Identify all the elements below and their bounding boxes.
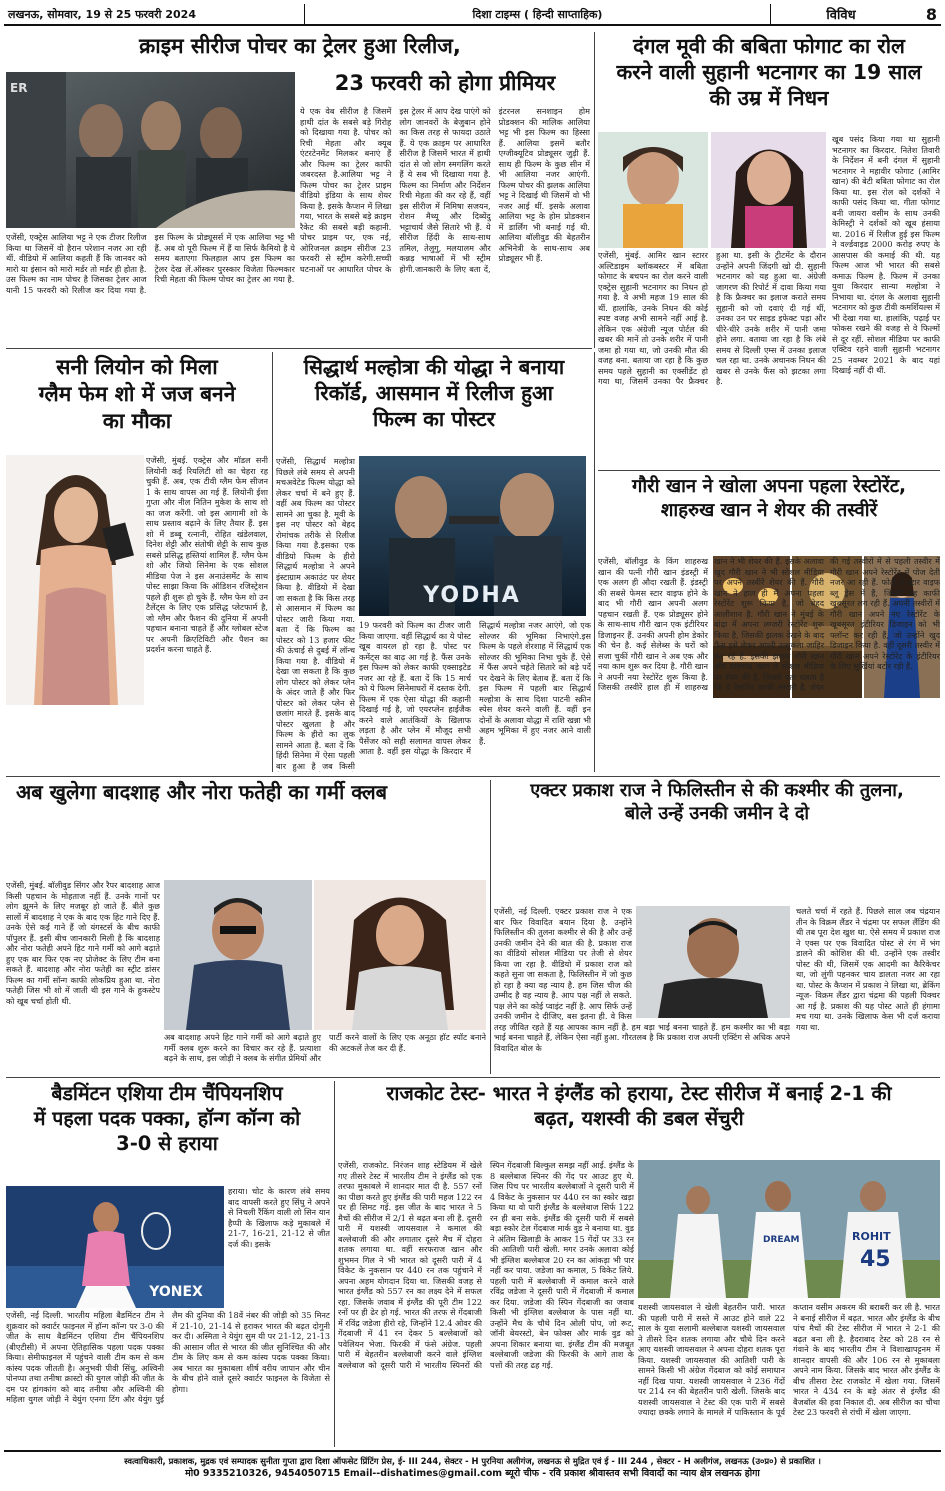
newspaper-name: दिशा टाइम्स ( हिन्दी साप्ताहिक)	[304, 4, 771, 24]
story7-headline-line2: बोले उन्हें उनकी जमीन दे दो	[624, 803, 810, 825]
badshah-photo	[164, 880, 312, 1030]
imprint-footer	[4, 1450, 941, 1487]
masthead	[4, 4, 941, 26]
suhani-child-photo	[598, 132, 708, 248]
yodha-poster-photo	[359, 456, 586, 616]
story4-headline	[276, 354, 592, 433]
imprint-line-1: स्वत्वाधिकारी, प्रकाशक, मुद्रक एवं सम्पादक सुनीता गुप्ता द्वारा दिशा ऑफसेट प्रिंटिंग प्रेस, ई- III 244, सेक्टर - H पुरनिया अलीगंज, लखनऊ से मुद्रित एवं ई - III 244 , सेक्टर - H अलीगंज, लखनऊ (उ०प्र०) से प्रकाशित ।	[124, 1456, 821, 1466]
story8-headline-line2: में पहला पदक पक्का, हॉन्ग कॉन्ग को	[33, 1106, 301, 1130]
story8-body-side	[228, 1186, 330, 1308]
story1-body-right	[300, 106, 590, 344]
story2-headline-line1: दंगल मूवी की बबिता फोगाट का रोल	[633, 34, 905, 58]
yonex-banner: YONEX	[149, 1284, 203, 1300]
story9-body-a	[338, 1160, 634, 1446]
suhani-adult-photo	[711, 132, 826, 248]
imprint-line-2: मो0 9335210326, 9454050715 Email--dishatimes@gmail.com ब्यूरो चीफ - रवि प्रकाश श्रीवास्तव सभी विवादों का न्याय क्षेत्र लखनऊ होगा	[185, 1468, 760, 1480]
story9-headline	[338, 1082, 940, 1132]
story5-body	[598, 556, 940, 772]
section-name: विविध	[826, 8, 856, 23]
story8-headline-line3: 3-0 से हराया	[116, 1131, 218, 1155]
story7-body-b	[796, 906, 940, 1074]
nora-fatehi-photo	[314, 880, 486, 1030]
story2-headline	[598, 33, 940, 112]
story2-headline-line3: की उम्र में निधन	[709, 86, 829, 111]
story4-text-left: एजेंसी, सिद्धार्थ मल्होत्रा पिछले लंबे समय से अपनी मचअवेटेड फिल्म योद्धा को लेकर चर्चा में बने हुए हैं. वहीं अब फिल्म का पोस्टर सामने आ चुका है. मूवी के इस नए पोस्टर को बेहद रोमांचक तरीके से रिलीज किया गया है.इसका एक वीडियो फिल्म के हीरो सिद्धार्थ मल्होत्रा ने अपने इंस्टाग्राम अकाउंट पर शेयर किया है. वीडियो में देखा जा सकता है कि किस तरह से आसमान में फिल्म का पोस्टर जारी किया गया. बता दें कि फिल्म का पोस्टर को 13 हजार फीट की ऊंचाई से दुबई में लॉन्च किया गया है. वीडियो में देखा जा सकता है कि कुछ लोग पोस्टर को लेकर प्लेन के अंदर जाते हैं और फिर पोस्टर को लेकर प्लेन से छलांग मारते हैं. इसके बाद पोस्टर खुलता है और फिल्म के हीरो का लुक सामने आता है. बता दें कि हिंदी सिनेमा में ऐसा पहली बार हुआ है जब किसी	[276, 456, 355, 771]
story4-headline-line3: फिल्म का पोस्टर	[373, 407, 495, 432]
story9-headline-line2: बढ़त, यशस्वी की डबल सेंचुरी	[534, 1106, 744, 1130]
story7-headline-line1: एक्टर प्रकाश राज ने फिलिस्तीन से की कश्मीर की तुलना,	[530, 780, 904, 801]
story3-text: एजेंसी, मुंबई. एक्ट्रेस और मॉडल सनी लियोनी कई रियलिटी शो का चेहरा रह चुकी हैं. अब, एक टीवी ग्लैम फेम सीजन 1 के साथ वापस आ गई हैं. लियोनी ईशा गुप्ता और नील नितिन मुकेश के साथ शो का जज करेंगी. जो इस आगामी शो के साथ प्रस्ताव बढ़ाने के लिए तैयार हैं. इस शो में डब्बू रत्नानी, रोहित खंडेलवाल, दिनेश शेट्टी और संतोषी शेट्टी के साथ कुछ सबसे प्रसिद्ध हस्तियां शामिल हैं. ग्लैम फेम शो और जियो सिनेमा के एक सोशल मीडिया पेज ने इस अनाउंसमेंट के साथ पोस्ट साझा किया कि ऑडिशन रजिस्ट्रेशन पहले ही शुरू हो चुके हैं. ग्लैम फेम शो उन टैलेंट्स के लिए एक प्रसिद्ध प्लेटफार्म है, जो ग्लैम और फैशन की दुनिया में अपनी पहचान बनाना चाहते हैं और ग्लोबल स्टेज पर अपनी क्रिएटिविटी और पैशन का प्रदर्शन करना चाहते हैं.	[146, 455, 268, 655]
story5-headline-line2: शाहरुख खान ने शेयर की तस्वीरें	[660, 499, 878, 521]
india-cricket-team-photo	[638, 1160, 940, 1298]
story5-headline-line1: गौरी खान ने खोला अपना पहला रेस्टोरेंट,	[631, 476, 907, 497]
story6-headline-box	[6, 780, 486, 806]
yodha-poster-title: YODHA	[423, 583, 521, 608]
story7-headline-lines	[494, 779, 940, 825]
issue-date: लखनऊ, सोमवार, 19 से 25 फरवरी 2024	[8, 7, 196, 21]
poacher-trailer-photo	[6, 72, 295, 228]
story3-body	[6, 455, 268, 770]
story1-body-left	[6, 232, 295, 344]
story6-headline-line: अब खुलेगा बादशाह और नोरा फतेही का गर्मी क्लब	[16, 780, 388, 804]
jersey-name-text: ROHIT	[852, 1230, 891, 1243]
pv-sindhu-photo	[6, 1186, 224, 1308]
story5-text: एजेंसी, बॉलीवुड के किंग शाहरुख खान की पत्नी गौरी खान इंडस्ट्री में एक अलग ही औदा रखती हैं. इंडस्ट्री की सबसे फेमस स्टार वाइफ होने के बाद भी गौरी खान अपनी अलग पहचान रखती हैं. एक प्रोड्यूसर होने के साथ-साथ गौरी खान एक इंटीरियर डिजाइनर हैं. उनकी अपनी होम डेकोर की चेन है. कई सेलेब्स के घरों को सजा चुकीं गौरी खान ने अब एक और नया काम शुरू कर दिया है. गौरी खान ने अपनी नया रेस्टोरेंट शुरू किया है. जिसकी तस्वीरें हाल ही में शाहरुख खान ने भी शेयर की हैं. इसके अलावा खुद गौरी खान ने भी सोशल मीडिया पर अपने तस्वीरें शेयर की हैं. गौरी खान ने हाल ही में अपना पहला रेस्टोरेंट शुरू किया है, जो बेहद आलीशान है. गौरी खान ने मुंबई के बांद्रा में अपना लग्जरी रेस्टोरेंट शुरू किया है, जिसकी झलक देखने के बाद फैंस इसे लेकर अपनी उत्सुकता जाहिर कर रहे हैं. इसकी झलक गौरी खान और शाहरुख खान ने सोशल मीडिया पर शेयर की हैं, जिससे पता चलता है कि ये रेस्टोरेंट काफी लग्जरी है. शेयर की गई तस्वीरों में से पहली तस्वीर में गौरी खान अपने रेस्टोरेंट में पोज देती नजर आ रही हैं. फोटो में स्टार वाइफ ब्लू ड्रेस में हैं, जिसमें वह काफी खूबसूरत लग रही हैं. अपनी तस्वीरों में गौरी खान अपने नए रेस्टोरेंट के खूबसूरत इंटीरियर डिजाइन को भी फ्लॉन्ट कर रही हैं, जो उन्होंने खुद डिजाइन किया है. वहीं दूसरी तस्वीर में गौरी खान अपने रेस्टोरेंट के इंटीरियर के लिए सुर्खियां बटोर रही हैं.	[598, 556, 940, 693]
story7-body-a	[494, 906, 790, 1074]
story2-body-a	[598, 250, 826, 465]
story6-body-b	[164, 1032, 486, 1072]
story4-headline-line1: सिद्धार्थ मल्होत्रा की योद्धा ने बनाया	[303, 355, 565, 379]
story1-headline-2	[300, 70, 590, 97]
story3-headline-line1: सनी लियोन को मिला	[56, 355, 218, 379]
story2-body-b	[832, 134, 940, 465]
story3-headline-line3: का मौका	[102, 408, 172, 433]
story8-headline-line1: बैडमिंटन एशिया टीम चैंपियनशिप	[51, 1082, 283, 1105]
story4-headline-line2: रिकॉर्ड, आसमान में रिलीज हुआ	[314, 381, 553, 406]
story1-text-right: ये एक वेब सीरीज है जिसमें हाथी दांत के सबसे बड़े गिरोह को दिखाया गया है. पोचर को रिची मेहता और क्यूब एंटरटेनमेंट मिलकर बनाएं हैं और फिल्म का ट्रेलर काफी जबरदस्त है.आलिया भट्ट ने फिल्म पोचर का ट्रेलर प्राइम वीडियो इंडिया के साथ शेयर किया है. इसके कैप्शन में लिखा गया, भारत के सबसे बड़े क्राइम रैकेट की सबसे बड़ी कहानी. पोचर प्राइम पर, एक नई, ओरिजनल क्राइम सीरीज 23 फरवरी से स्ट्रीम करेगी.सच्ची घटनाओं पर आधारित पोचर के इस ट्रेलर में आप देख पाएंगे को लोग जानवरों के बेजुबान होने का किस तरह से फायदा उठाते हैं. ये एक क्राइम पर आधारित सीरीज है जिसमें भारत में हाथी दांत से जो लोग स्मगलिंग करते हैं ये सब भी दिखाया गया है. फिल्म का निर्माण और निर्देशन रिची मेहता की कर रहे हैं, वहीं इस सीरीज में निमिषा सजयन, रोशन मैथ्यू और दिब्येंदु भट्टाचार्य जैसे सितारे भी हैं. ये सीरीज हिंदी के साथ-साथ तमिल, तेलुगु, मलयालम और कन्नड़ भाषाओं में भी स्ट्रीम होगी.जानकारी के लिए बता दें, इंटरनल सनशाइन होम प्रोडक्शन की मालिक आलिया भट्ट भी इस फिल्म का हिस्सा हैं. आलिया इसमें बतौर एग्जीक्यूटिव प्रोड्यूसर जुड़ी हैं. साथ ही फिल्म के कुछ सीन में भी आलिया नजर आएंगी. फिल्म पोचर की झलक आलिया भट्ट ने दिखाई थी जिसमें वो भी नजर आई थीं. इसके अलावा आलिया भट्ट के होम प्रोडक्शन में डार्लिंग भी बनाई गई थी. आलिया बॉलीवुड की बेहतरीन अभिनेत्री के साथ-साथ अब प्रोड्यूसर भी हैं.	[300, 106, 590, 274]
story1-headline	[10, 33, 590, 60]
story3-headline-line2: ग्लैम फेम शो में जज बनने	[38, 381, 236, 406]
story5-headline	[598, 475, 940, 522]
story7-text-b: चलते चर्चा में रहते हैं. पिछले साल जब चंद्रयान तीन के विक्रम लैंडर ने चंद्रमा पर सफल लैंडिंग की थी तब पूरा देश खुश था. ऐसे समय में प्रकाश राज ने एक्स पर एक विवादित पोस्ट से रंग में भंग डालने की कोशिश की थी. उन्होंने एक तस्वीर पोस्ट की थी, जिसमें एक आदमी का कैरिकेचर था, जो लुंगी पहनकर चाय डालता नजर आ रहा था. पोस्ट के कैप्शन में प्रकाश ने लिखा था, ब्रेकिंग न्यूज- विक्रम लैंडर द्वारा चंद्रमा की पहली पिक्चर आ गई है. प्रकाश की यह पोस्ट आते ही हंगामा मच गया था. उनके खिलाफ केस भी दर्ज कराया गया था.	[796, 906, 940, 1032]
story4-body-right	[359, 620, 591, 772]
story1-headline-line1: क्राइम सीरीज पोचर का ट्रेलर हुआ रिलीज,	[139, 34, 461, 58]
story2-text-b: खूब पसंद किया गया था सुहानी भटनागर का किरदार. नितेश तिवारी के निर्देशन में बनी दंगल में सुहानी भटनागर ने महावीर फोगाट (आमिर खान) की बेटी बबिता फोगाट का रोल किया था. इस रोल को दर्शकों ने काफी पसंद किया था. गीता फोगाट बनी जायरा वसीम के साथ उनकी केमिस्ट्री ने दर्शकों को खूब हंसाया था. 2016 में रिलीज हुई इस फिल्म ने वर्ल्डवाइड 2000 करोड़ रुपए के आसपास की कमाई की थी. यह फिल्म आज भी भारत की सबसे कमाऊ फिल्म है. फिल्म में उनका युवा किरदार सान्या मल्होत्रा ने निभाया था. दंगल के अलावा सुहानी भटनागर को कुछ टीवी कमर्शियल्स में भी देखा गया था. हालांकि, पढ़ाई पर फोकस रखने की वजह से वे फिल्मों से दूर रहीं. सोशल मीडिया पर काफी एक्टिव रहने वाली सुहानी भटनागर 25 नवम्बर 2021 के बाद यहां दिखाई नहीं दी थीं.	[832, 134, 940, 376]
jersey-sponsor-text: DREAM	[763, 1235, 800, 1245]
story1-headline-line2: 23 फरवरी को होगा प्रीमियर	[334, 71, 556, 95]
story2-headline-line2: करने वाली सुहानी भटनागर का 19 साल	[616, 60, 922, 85]
story6-text-b: अब बादशाह अपने हिट गाने गर्मी को आगे बढ़ाते हुए गर्मी क्लब शुरू करने का विचार कर रहे हैं. प्रत्याशा बढ़ने के साथ, इस जोड़ी ने क्लब के संगीत प्रेमियों और पार्टी करने वालों के लिए एक अनूठा हॉट स्पॉट बनाने की अटकलें तेज कर दी हैं.	[164, 1032, 486, 1064]
story8-headline	[6, 1082, 328, 1157]
story3-headline	[6, 354, 268, 435]
story4-text-right: 19 फरवरी को फिल्म का टीजर जारी किया जाएगा. वहीं सिद्धार्थ का ये पोस्ट खूब वायरल हो रहा है. पोस्ट पर कमेंट्स का बाढ़ आ गई है. फैंस उनके इस फिल्म को लेकर काफी एक्साइटेड नजर आ रहे हैं. बता दें कि 15 मार्च को ये फिल्म सिनेमाघरों में दस्तक देगी. फिल्म में एक ऐसा योद्धा की कहानी दिखाई गई है, जो एयरप्लेन हाईजैक करने वाले आतंकियों के खिलाफ लड़ता है और प्लेन में मौजूद सभी पैसेंजर को सही सलामत वापस लेकर आता है. वहीं इस योद्धा के किरदार में सिद्धार्थ मल्होत्रा नजर आएंगे, जो एक सोल्जर की भूमिका निभाएंगे.इस फिल्म के पहले शेरशाह में सिद्धार्थ एक सोल्जर की भूमिका निभा चुके हैं. ऐसे में फैंस अपने चहेते सितारे को बड़े पर्दे पर देखने के लिए बेताब हैं. बता दें कि इस फिल्म में पहली बार सिद्धार्थ मल्होत्रा के साथ दिशा पाटनी स्क्रीन स्पेस शेयर करने वाली हैं. वहीं इन दोनों के अलावा योद्धा में राशि खन्ना भी अहम भूमिका में हुए नजर आने वाली हैं.	[359, 620, 591, 757]
story9-text-a: एजेंसी, राजकोट. निरंजन शाह स्टेडियम में खेले गए तीसरे टेस्ट में भारतीय टीम ने इंग्लैंड को एक तरफा मुकाबले में शानदार मात दी है. 557 रनों का पीछा करते हुए इंग्लैंड की पारी महज 122 रन पर ही सिमट गई. इस जीत के बाद भारत ने 5 मैचों की सीरीज में 2/1 से बढ़त बना ली है. दूसरी पारी में यशस्वी जायसवाल ने कमाल की बल्लेबाजी की और लगातार दूसरे मैच में दोहरा शतक लगाया था. वहीं सरफराज खान और शुभमन गिल ने भी भारत को दूसरी पारी में 4 विकेट के नुकसान पर 440 रन तक पहुंचाने में अपना अहम योगदान दिया था. जिसकी वजह से भारत इंग्लैंड को 557 रन का लक्ष्य देने में सफल रहा. जिसके जवाब में इंग्लैंड की पूरी टीम 122 रनों पर ही ढेर हो गई. भारत की तरफ से गेंदबाजी में रविंद्र जडेजा हीरो रहे, जिन्होंने 12.4 ओवर की गेंदबाजी में 41 रन देकर 5 बल्लेबाजों को पवेलियन भेजा. फिरकी में फंसे अंग्रेज. पहली पारी में बेहतरीन बल्लेबाजी करने वाले इंग्लिश बल्लेबाज को दूसरी पारी में भारतीय स्पिनरों की स्पिन गेंदबाजी बिल्कुल समझ नहीं आई. इंग्लैंड के 8 बल्लेबाज स्पिनर की गेंद पर आउट हुए थे. जिस पिच पर भारतीय बल्लेबाजों ने दूसरी पारी में 4 विकेट के नुकसान पर 440 रन का स्कोर खड़ा किया था वो पारी इंग्लैंड के बल्लेबाज सिर्फ 122 रन ही बना सके. इंग्लैंड की दूसरी पारी में सबसे बड़ा स्कोर टेल गेंदबाज मार्क वुड ने बनाया था. वुड ने अंतिम खिलाड़ी के आकर 15 गेंदों पर 33 रन की आतिशी पारी खेली. मगर उनके अलावा कोई भी इंग्लिश बल्लेबाज 20 रन का आंकड़ा भी पार नहीं कर पाया. जडेजा का कमाल, 5 विकेट लिये. पहली पारी में बल्लेबाजी में कमाल करने वाले रविंद्र जडेजा ने दूसरी पारी में गेंदबाजी में कमाल कर दिया. जडेजा की स्पिन गेंदबाजी का जवाब किसी भी इंग्लिश बल्लेबाज के पास नहीं था. उन्होंने मैच के चौथे दिन ओली पोप, जो रूट, जॉनी बेयरस्टो, बेन फोक्स और मार्क वुड को अपना शिकार बनाया था. इंग्लैंड टीम की मजबूत बल्लेबाजी जडेजा की फिरकी के आगे ताश के पत्तों की तरह ढह गई.	[338, 1160, 634, 1370]
jersey-number-text: 45	[860, 1247, 891, 1272]
story9-headline-line1: राजकोट टेस्ट- भारत ने इंग्लैंड को हराया, टेस्ट सीरीज में बनाई 2-1 की	[386, 1082, 892, 1105]
story8-text: एजेंसी, नई दिल्ली. भारतीय महिला बैडमिंटन टीम ने शुक्रवार को क्वार्टर फाइनल में हॉन्ग कॉन्ग पर 3-0 की जीत के साथ बैडमिंटन एशिया टीम चैंपियनशिप (बीएटीसी) में अपना ऐतिहासिक पहला पदक पक्का किया। सेमीफाइनल में पहुंचने वाली टीम कम से कम कांस्य पदक जीतती है। अनुभवी पीवी सिंधु, अश्विनी पोनप्पा तथा तनीषा क्रास्टो की युगल जोड़ी की जीत के दम पर हांगकांग को बाद तनीषा और अश्विनी की महिला युगल जोड़ी ने येयुंग एनगा टिंग और येयुंग पुई लैम की दुनिया की 18वें नंबर की जोड़ी को 35 मिनट में 21-10, 21-14 से हराकर भारत की बढ़त दोगुनी कर दी। अस्मिता ने येयुंग सुम यी पर 21-12, 21-13 की आसान जीत से भारत की जीत सुनिश्चित की और टीम के लिए कम से कम कांस्य पदक पक्का किया। अब भारत का मुकाबला शीर्ष वरीय जापान और चीन के बीच होने वाले दूसरे क्वार्टर फाइनल के विजेता से होगा।	[6, 1310, 330, 1405]
story1-text-left: एजेंसी, एक्ट्रेस आलिया भट्ट ने एक टीजर रिलीज किया था जिसमें वो हैरान परेशान नजर आ रही थीं. वीडियो में आलिया कहती हैं कि जानवर को मारो या इंसान को मारो मर्डर तो मर्डर ही होता है. उस फिल्म का नाम पोचर है जिसका ट्रेलर आज यानी 15 फरवरी को रिलीज कर दिया गया है. इस फिल्म के प्रोड्यूसर्स में एक आलिया भट्ट भी हैं. अब वो पूरी फिल्म में हैं या सिर्फ कैमियो है ये समय बताएगा फिलहाल आप इस फिल्म का ट्रेलर देख लें.ऑस्कर पुरस्कार विजेता फिल्मकार रिची मेहता की फिल्म पोचर का ट्रेलर आ गया है.	[6, 232, 295, 295]
story9-text-b: यशस्वी जायसवाल ने खेली बेहतरीन पारी. भारत की पहली पारी में सस्ते में आउट होने वाले 22 साल के युवा सलामी बल्लेबाज यशस्वी जायसवाल ने तीसरे दिन शतक लगाया और चौथे दिन करने आए यशस्वी जायसवाल ने अपना दोहरा शतक पूरा किया. यशस्वी जायसवाल की आतिशी पारी के सामने किसी भी अंग्रेज गेंदबाज को कोई समाधान नहीं दिख पाया. यशस्वी जायसवाल ने 236 गेंदों पर 214 रन की बेहतरीन पारी खेली. जिसके बाद यशस्वी जायसवाल ने टेस्ट की एक पारी में सबसे ज्यादा छक्के लगाने के मामले में पाकिस्तान के पूर्व कप्तान वसीम अकरम की बराबरी कर ली है. भारत ने बनाई सीरीज में बढ़त. भारत और इंग्लैंड के बीच पांच मैचों की टेस्ट सीरीज में भारत ने 2-1 की बढ़त बना ली है. हैदराबाद टेस्ट को 28 रन से गंवाने के बाद भारतीय टीम ने विशाखापट्टनम में शानदार वापसी की और 106 रन से मुकाबला अपने नाम किया. जिसके बाद भारत और इंग्लैंड के बीच तीसरा टेस्ट राजकोट में खेला गया. जिसमें भारत ने 434 रन के बड़े अंतर से इंग्लैंड की बैजबॉल की हवा निकाल दी. अब सीरीज का चौथा टेस्ट 23 फरवरी से रांची में खेला जाएगा.	[638, 1302, 940, 1418]
story7-text-a: एजेंसी, नई दिल्ली. एक्टर प्रकाश राज ने एक बार फिर विवादित बयान दिया है. उन्होंने फिलिस्तीन की तुलना कश्मीर से की है और उन्हें उनकी जमीन देने की बात की है. प्रकाश राज का वीडियो सोशल मीडिया पर तेजी से शेयर किया जा रहा है. वीडियो में प्रकाश राज को कहते सुना जा सकता है, फिलिस्तीन में जो कुछ हो रहा है क्या वह न्याय है. हम जिस चीज की उम्मीद है वह न्याय है. आप पक्ष नहीं ले सकते. पक्ष लेने का कोई प्वाइंट नहीं है. आप सिर्फ उन्हें उनकी जमीन दे दीजिए, बस इतना ही. वे किस तरह जीवित रहते हैं यह आपका काम नहीं है. हम बड़ा भाई बनना चाहते हैं. हम कश्मीर का भी बड़ा भाई बनना चाहते हैं, लेकिन ऐसा नहीं हुआ. गौरतलब है कि प्रकाश राज अपनी एक्टिंग से अधिक अपने विवादित बोल के	[494, 906, 790, 1053]
story4-body-left	[276, 456, 355, 772]
page-number: 8	[925, 4, 937, 24]
story8-text-side: हराया। चोट के कारण लंबे समय बाद वापसी करते हुए सिंधु ने अपने से निचली रैंकिंग वाली लो सिन यान हैप्पी के खिलाफ कड़े मुकाबले में 21-7, 16-21, 21-12 से जीत दर्ज की। इसके	[228, 1186, 330, 1249]
story9-body-b	[638, 1302, 940, 1446]
story8-body	[6, 1310, 330, 1446]
story6-body-a	[6, 880, 160, 1070]
story6-text-a: एजेंसी, मुंबई. बॉलीवुड सिंगर और रैपर बादशाह आज किसी पहचान के मोहताज नहीं हैं. उनके गानों पर लोग झूमने के लिए मजबूर हो जाते हैं. बीते कुछ सालों में बादशाह ने एक के बाद एक हिट गाने दिए हैं. उनके ऐसे कई गाने हैं जो यंगस्टर्स के बीच काफी पॉपुलर हैं. इसी बीच जानकारी मिली है कि बादशाह और नोरा फतेही अपने हिट गाने गर्मी को आगे बढ़ाते हुए एक बार फिर एक नए प्रोजेक्ट के लिए टीम बना सकते हैं. बादशाह और नोरा फतेही का स्ट्रीट डांसर फिल्म का गर्मी सॉन्ग काफी लोकप्रिय हुआ था. नोरा फतेही जिस भी शो में जाती थी इस गाने के हुकस्टेप को खूब चर्चा होती थी.	[6, 880, 160, 1006]
story2-text-a: एजेंसी, मुंबई. आमिर खान स्टारर अल्टिडाइम ब्लॉकबस्टर में बबिता फोगाट के बचपन का रोल करने वाली एक्ट्रेस सुहानी भटनागर का निधन हो गया है. वे अभी महज 19 साल की थीं. हालांकि, उनके निधन की कोई स्पष्ट वजह अभी सामने नहीं आई है. लेकिन एक अंग्रेजी न्यूज पोर्टल की खबर की मानें तो उनके शरीर में पानी जमा हो गया था, जो उनकी मौत की वजह बना. बताया जा रहा है कि कुछ समय पहले सुहानी का एक्सीडेंट हो गया था, जिसमें उनका पैर फ्रैक्चर हुआ था. इसी के ट्रीटमेंट के दौरान उन्होंने अपनी जिंदगी खो दी. सुहानी भटनागर को यह हुआ था. अंग्रेजी जागरण की रिपोर्ट में दावा किया गया है कि फ्रैक्चर का इलाज कराते समय सुहानी को जो दवाएं दी गई थीं, उनका उन पर साइड इफेक्ट पड़ा और धीरे-धीरे उनके शरीर में पानी जमा होने लगा. बताया जा रहा है कि लंबे समय से दिल्ली एम्स में उनका इलाज चल रहा था. उनके अचानक निधन की खबर से उनके फैंस को झटका लगा है.	[598, 250, 826, 387]
poacher-photo-logo: ER	[10, 81, 28, 95]
